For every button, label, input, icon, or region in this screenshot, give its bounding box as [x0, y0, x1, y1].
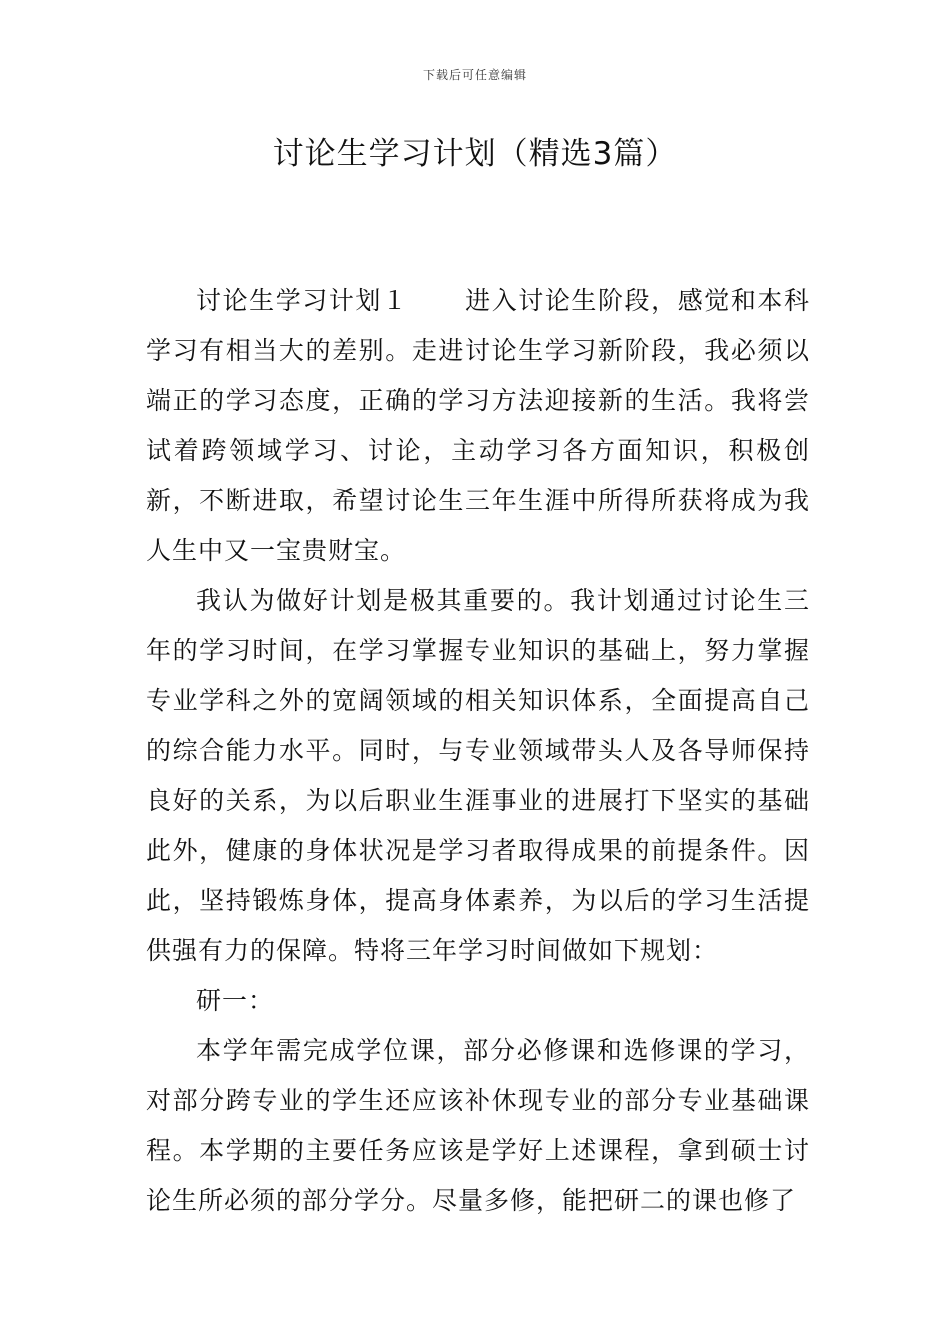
- paragraph-text: 进入讨论生阶段，感觉和本科学习有相当大的差别。走进讨论生学习新阶段，我必须以端正的学习态度，正确的学习方法迎接新的生活。我将尝试着跨领域学习、讨论，主动学习各方面知识，积极创新，不断进取，希望讨论生三年生涯中所得所获将成为我人生中又一宝贵财宝。: [146, 286, 810, 565]
- paragraph-plan: 我认为做好计划是极其重要的。我计划通过讨论生三年的学习时间，在学习掌握专业知识的基础上，努力掌握专业学科之外的宽阔领域的相关知识体系，全面提高自己的综合能力水平。同时，与专业领域带头人及各导师保持良好的关系，为以后职业生涯事业的进展打下坚实的基础此外，健康的身体状况是学习者取得成果的前提条件。因此，坚持锻炼身体，提高身体素养，为以后的学习生活提供强有力的保障。特将三年学习时间做如下规划：: [146, 586, 810, 965]
- document-title: 讨论生学习计划（精选3篇）: [272, 136, 678, 172]
- header-note: 下载后可任意编辑: [422, 68, 527, 82]
- paragraph-year-one: 本学年需完成学位课，部分必修课和选修课的学习，对部分跨专业的学生还应该补休现专业的部分专业基础课程。本学期的主要任务应该是学好上述课程，拿到硕士讨论生所必须的部分学分。尽量多修，能把研二的课也修了: [146, 1036, 810, 1215]
- section-heading: 讨论生学习计划１: [196, 286, 409, 315]
- paragraph-intro: [146, 276, 810, 576]
- document-body: [146, 276, 810, 1226]
- paragraph-year-one-heading: 研一：: [196, 986, 275, 1015]
